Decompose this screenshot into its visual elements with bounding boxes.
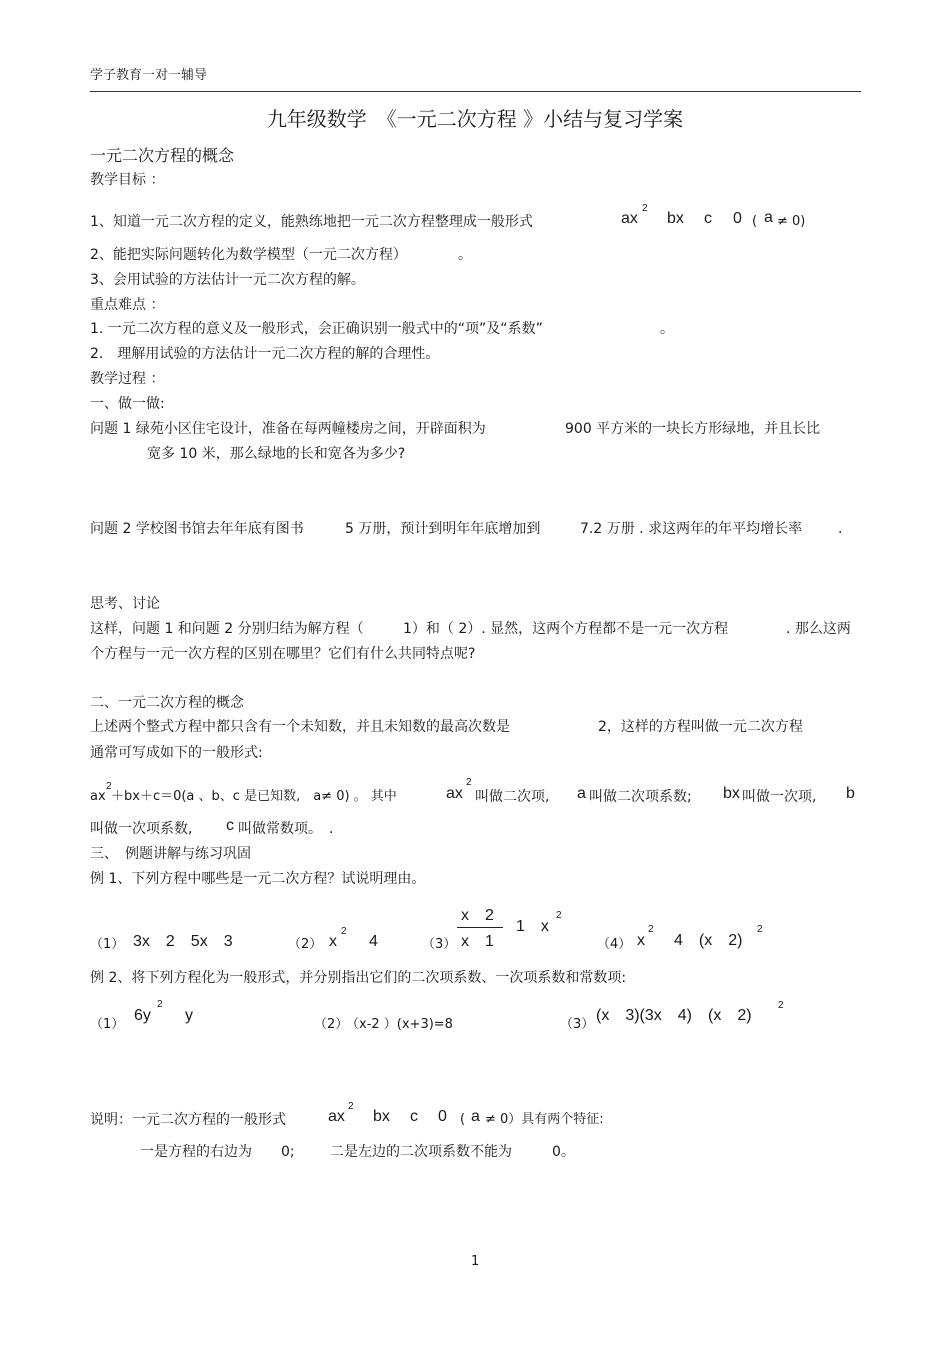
goal-1: 1、知道一元二次方程的定义，能熟练地把一元二次方程整理成一般形式	[90, 214, 533, 230]
ex2-item-1-rest: y	[185, 1007, 193, 1024]
question-2-d: .	[838, 521, 843, 537]
concept-line2-c: c	[226, 817, 234, 834]
ex1-item-4-expr: x	[637, 932, 645, 949]
page-title: 九年级数学 《一元二次方程 》小结与复习学案	[266, 107, 684, 131]
note-c: c	[410, 1108, 418, 1125]
question-2-a: 问题 2 学校图书馆去年年底有图书	[90, 521, 304, 537]
key-point-1-end: 。	[660, 321, 674, 337]
question-2-c: 7.2 万册 . 求这两年的年平均增长率	[580, 521, 803, 537]
ex1-item-3-fraction-bar	[457, 927, 503, 928]
note-a: 说明：一元二次方程的一般形式	[90, 1112, 286, 1128]
note-cond-a: a	[471, 1108, 480, 1125]
ex1-item-3-num: （3）	[422, 937, 457, 952]
ex1-item-1-expr: 3x 2 5x 3	[133, 933, 233, 950]
key-points-heading: 重点难点 ：	[90, 297, 165, 313]
question-2-b: 5 万册，预计到明年年底增加到	[345, 521, 541, 537]
goal-1-c: c	[704, 210, 712, 227]
goal-2-end: 。	[458, 247, 472, 263]
think-1-a: 这样，问题 1 和问题 2 分别归结为解方程（	[90, 621, 364, 637]
ex1-item-2-num: （2）	[288, 937, 323, 952]
note-ax: ax	[328, 1108, 345, 1125]
ex1-item-2-rest: 4	[369, 933, 378, 950]
question-1-b: 900 平方米的一块长方形绿地，并且长比	[565, 421, 821, 437]
formula-sup2: 2	[466, 777, 472, 788]
ex1-item-4-sup2: 2	[757, 924, 763, 935]
note-cond-rest: ≠ 0）具有两个特征:	[485, 1112, 604, 1127]
concept-heading: 二、一元二次方程的概念	[90, 695, 244, 711]
page-number: 1	[471, 1254, 480, 1269]
goal-1-ax: ax	[621, 210, 638, 227]
think-heading: 思考、讨论	[90, 596, 160, 612]
formula-ax: ax	[90, 789, 106, 804]
formula-term-3: 叫做一次项,	[742, 789, 817, 805]
part-1-heading: 一、做一做:	[90, 396, 165, 412]
note-feature-1-value: 0;	[281, 1144, 295, 1160]
goal-1-zero: 0	[733, 210, 742, 227]
ex1-item-4-sup: 2	[648, 924, 654, 935]
think-2: 个方程与一元一次方程的区别在哪里？它们有什么共同特点呢?	[90, 646, 476, 662]
ex1-item-3-frac-den: x 1	[461, 933, 494, 950]
note-zero: 0	[438, 1108, 447, 1125]
section-title: 一元二次方程的概念	[90, 146, 235, 165]
formula-b: b	[846, 785, 855, 802]
ex2-item-1-expr: 6y	[134, 1007, 151, 1024]
ex1-item-4-num: （4）	[597, 937, 632, 952]
concept-p1-a: 上述两个整式方程中都只含有一个未知数，并且未知数的最高次数是	[90, 719, 510, 735]
goals-heading: 教学目标 ：	[90, 172, 165, 188]
formula-rest: ＋bx＋c＝0(a 、b、c 是已知数, a≠ 0) 。 其中	[111, 789, 397, 804]
header-divider	[90, 91, 861, 92]
ex2-item-2-body: （x-2 ）(x+3)=8	[346, 1017, 453, 1032]
process-heading: 教学过程 ：	[90, 371, 165, 387]
concept-line2-a: 叫做一次项系数,	[90, 821, 193, 837]
goal-1-cond-open: (	[752, 214, 758, 229]
note-feature-2-value: 0。	[552, 1144, 575, 1160]
formula-sup: 2	[106, 781, 112, 792]
ex1-item-2-sup: 2	[341, 926, 347, 937]
ex2-item-2-expr: （2）	[314, 1017, 349, 1032]
formula-term-1: 叫做二次项,	[475, 789, 550, 805]
ex1-item-1-num: （1）	[90, 937, 125, 952]
think-1-b: 1）和（ 2）. 显然，这两个方程都不是一元一次方程	[403, 621, 729, 637]
ex2-item-3-num: （3）	[560, 1017, 595, 1032]
goal-1-sup: 2	[642, 203, 648, 214]
goal-1-cond-rest: ≠ 0)	[777, 214, 806, 229]
goal-1-cond-a: a	[764, 209, 773, 226]
ex2-item-3-expr: (x 3)(3x 4) (x 2)	[596, 1007, 752, 1024]
formula-bx: bx	[723, 785, 740, 802]
goal-2: 2、能把实际问题转化为数学模型（一元二次方程）	[90, 247, 407, 263]
formula-ax2: ax	[446, 785, 463, 802]
think-1-c: . 那么这两	[786, 621, 851, 637]
note-feature-2: 二是左边的二次项系数不能为	[330, 1144, 512, 1160]
question-1-c: 宽多 10 米，那么绿地的长和宽各为多少?	[147, 446, 406, 462]
ex1-item-4-rest: 4 (x 2)	[674, 932, 743, 949]
goal-3: 3、会用试验的方法估计一元二次方程的解。	[90, 272, 365, 288]
note-bx: bx	[373, 1108, 390, 1125]
example-1: 例 1、下列方程中哪些是一元二次方程？试说明理由。	[90, 871, 426, 887]
header-org: 学子教育一对一辅导	[90, 68, 208, 83]
example-2: 例 2、将下列方程化为一般形式，并分别指出它们的二次项系数、一次项系数和常数项:	[90, 970, 627, 986]
question-1-a: 问题 1 绿苑小区住宅设计，准备在每两幢楼房之间，开辟面积为	[90, 421, 486, 437]
ex2-item-1-sup: 2	[157, 999, 163, 1010]
ex1-item-3-frac-top: x 2	[461, 907, 494, 924]
concept-p2: 通常可写成如下的一般形式:	[90, 745, 263, 761]
formula-a: a	[577, 785, 586, 802]
concept-p1-b: 2，这样的方程叫做一元二次方程	[598, 719, 803, 735]
ex2-item-1-num: （1）	[90, 1017, 125, 1032]
ex1-item-3-rest: 1 x	[516, 918, 549, 935]
ex1-item-2-expr: x	[329, 933, 337, 950]
examples-heading: 三、 例题讲解与练习巩固	[90, 846, 251, 862]
ex1-item-3-sup: 2	[556, 910, 562, 921]
concept-line2-b: 叫做常数项。 .	[238, 821, 334, 837]
note-sup: 2	[348, 1101, 354, 1112]
ex2-item-3-sup: 2	[778, 1000, 784, 1011]
goal-1-bx: bx	[667, 210, 684, 227]
note-cond-open: (	[460, 1112, 466, 1127]
note-feature-1: 一是方程的右边为	[140, 1144, 252, 1160]
formula-term-2: 叫做二次项系数;	[589, 789, 692, 805]
key-point-1: 1. 一元二次方程的意义及一般形式，会正确识别一般式中的“项”及“系数”	[90, 321, 543, 337]
key-point-2: 2. 理解用试验的方法估计一元二次方程的解的合理性。	[90, 346, 440, 362]
